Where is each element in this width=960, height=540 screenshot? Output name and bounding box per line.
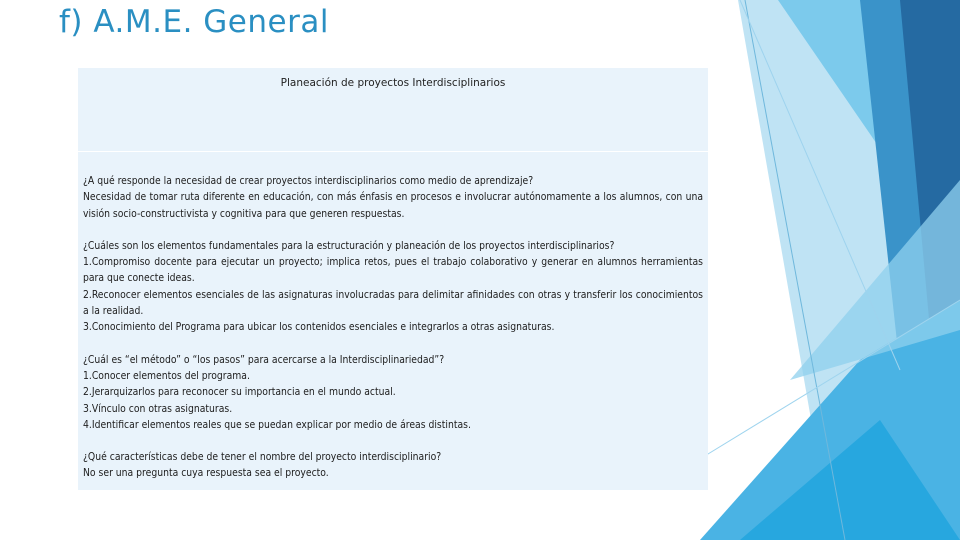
answer-text: 2.Jerarquizarlos para reconocer su importancia en el mundo actual. <box>83 386 396 399</box>
section-necessity <box>83 173 703 222</box>
question-text: ¿Cuáles son los elementos fundamentales para la estructuración y planeación de los proyectos interdisciplinarios? <box>83 239 615 252</box>
answer-text: 3.Vínculo con otras asignaturas. <box>83 402 233 415</box>
table-body <box>83 173 703 482</box>
planning-table <box>78 68 708 490</box>
answer-text: No ser una pregunta cuya respuesta sea el proyecto. <box>83 467 329 480</box>
row-divider <box>78 151 708 152</box>
table-header: Planeación de proyectos Interdisciplinarios <box>280 77 506 89</box>
slide-title: f) A.M.E. General <box>59 4 329 40</box>
section-method <box>83 352 703 433</box>
answer-text: 4.Identificar elementos reales que se puedan explicar por medio de áreas distintas. <box>83 418 471 431</box>
question-text: ¿Cuál es “el método” o “los pasos” para acercarse a la Interdisciplinariedad”? <box>83 353 445 366</box>
question-text: ¿Qué características debe de tener el nombre del proyecto interdisciplinario? <box>83 451 442 464</box>
answer-text: 1.Conocer elementos del programa. <box>83 369 250 382</box>
answer-text: Necesidad de tomar ruta diferente en educación, con más énfasis en procesos e involucrar autónomamente a los alumnos, con una visión socio-constructivista y cognitiva para que generen respuestas. <box>83 191 703 220</box>
answer-text: 3.Conocimiento del Programa para ubicar los contenidos esenciales e integrarlos a otras asignaturas. <box>83 321 555 334</box>
section-elements <box>83 238 703 336</box>
answer-text: 1.Compromiso docente para ejecutar un proyecto; implica retos, pues el trabajo colaborativo y generar en alumnos herramientas para que conecte ideas. <box>83 256 703 285</box>
section-project-name <box>83 449 703 482</box>
question-text: ¿A qué responde la necesidad de crear proyectos interdisciplinarios como medio de aprendizaje? <box>83 175 534 187</box>
answer-text: 2.Reconocer elementos esenciales de las asignaturas involucradas para delimitar afinidades con otras y transferir los conocimientos a la realidad. <box>83 288 703 318</box>
